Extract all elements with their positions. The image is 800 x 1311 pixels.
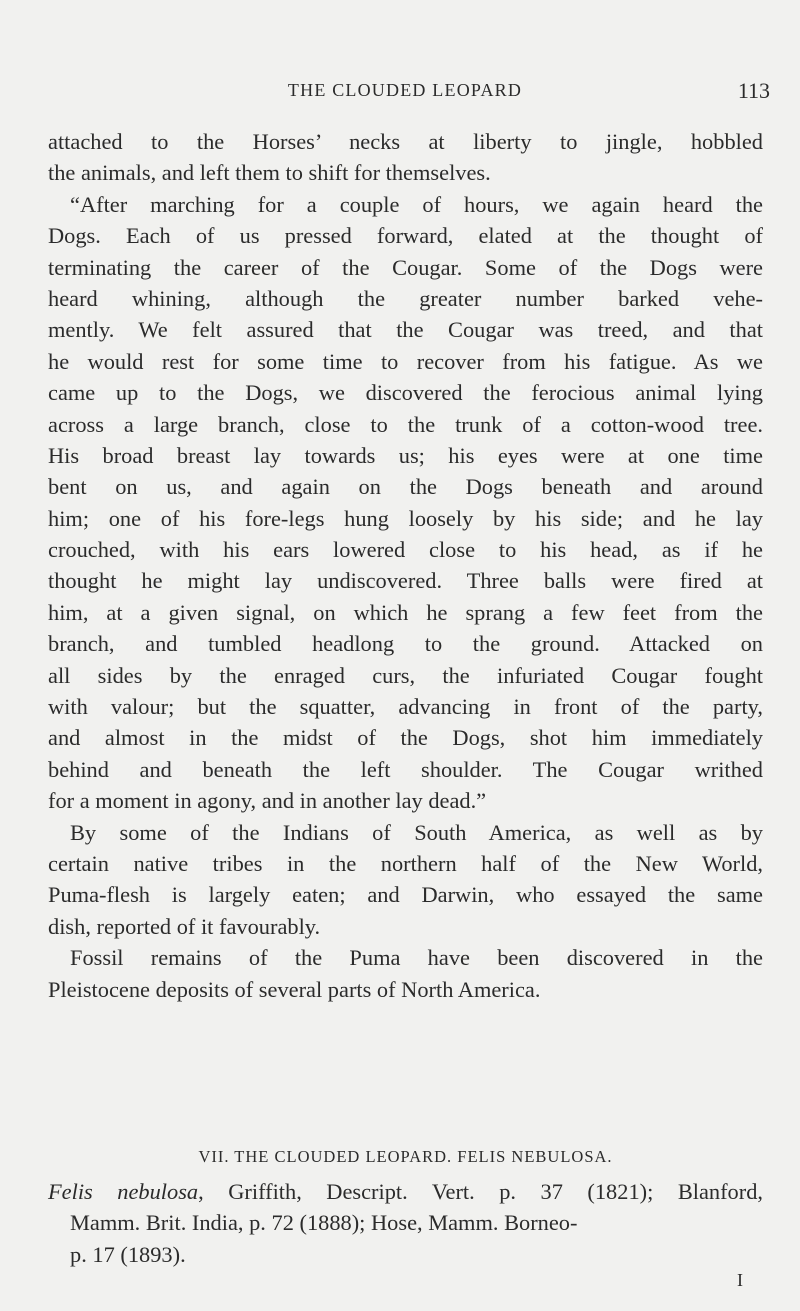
text-line: dish, reported of it favourably.: [48, 913, 321, 939]
text-line: “After marching for a couple of hours, we again heard the: [70, 191, 763, 217]
text-line: Pleistocene deposits of several parts of North America.: [48, 976, 541, 1002]
text-line: attached to the Horses’ necks at liberty to jingle, hobbled: [48, 129, 763, 154]
text-line: all sides by the enraged curs, the infuriated Cougar fought: [48, 662, 763, 688]
citation-line: Mamm. Brit. India, p. 72 (1888); Hose, Mamm. Borneo-: [70, 1210, 578, 1236]
text-line: heard whining, although the greater number barked vehe-: [48, 285, 763, 311]
text-line: with valour; but the squatter, advancing in front of the party,: [48, 694, 763, 720]
body-text: [48, 126, 763, 1005]
text-line: the animals, and left them to shift for themselves.: [48, 160, 491, 186]
text-line: thought he might lay undiscovered. Three balls were fired at: [48, 568, 763, 594]
text-line: he would rest for some time to recover from his fatigue. As we: [48, 348, 763, 374]
text-line: branch, and tumbled headlong to the ground. Attacked on: [48, 631, 763, 657]
text-line: crouched, with his ears lowered close to his head, as if he: [48, 537, 763, 563]
page-number: 113: [737, 78, 770, 103]
section-heading: VII. THE CLOUDED LEOPARD. FELIS NEBULOSA.: [198, 1147, 613, 1166]
text-line: bent on us, and again on the Dogs beneath and around: [48, 474, 763, 500]
running-head: THE CLOUDED LEOPARD: [287, 80, 523, 100]
text-line: Dogs. Each of us pressed forward, elated at the thought of: [48, 223, 763, 249]
text-line: certain native tribes in the northern half of the New World,: [48, 850, 763, 876]
text-line: him; one of his fore-legs hung loosely by his side; and he lay: [48, 505, 763, 531]
citation: [48, 1176, 763, 1270]
text-line: for a moment in agony, and in another lay dead.”: [48, 788, 487, 814]
citation-line: p. 17 (1893).: [70, 1241, 186, 1267]
text-line: By some of the Indians of South America, as well as by: [70, 819, 763, 845]
text-line: His broad breast lay towards us; his eyes were at one time: [48, 442, 763, 468]
page-header: [40, 78, 770, 106]
text-line: Puma-flesh is largely eaten; and Darwin, who essayed the same: [48, 882, 763, 908]
signature-mark: I: [737, 1270, 743, 1290]
species-name: Felis nebulosa: [48, 1179, 199, 1204]
text-line: across a large branch, close to the trunk of a cotton-wood tree.: [48, 411, 763, 437]
text-line: him, at a given signal, on which he sprang a few feet from the: [48, 599, 763, 625]
text-line: mently. We felt assured that the Cougar was treed, and that: [48, 317, 763, 343]
text-line: came up to the Dogs, we discovered the ferocious animal lying: [48, 380, 763, 406]
text-line: and almost in the midst of the Dogs, shot him immediately: [48, 725, 763, 751]
text-line: terminating the career of the Cougar. Some of the Dogs were: [48, 254, 763, 280]
text-line: Fossil remains of the Puma have been discovered in the: [70, 945, 763, 971]
text-line: behind and beneath the left shoulder. The Cougar writhed: [48, 756, 763, 782]
citation-text: , Griffith, Descript. Vert. p. 37 (1821); Blanford,: [198, 1179, 764, 1204]
citation-line: [48, 1176, 763, 1207]
